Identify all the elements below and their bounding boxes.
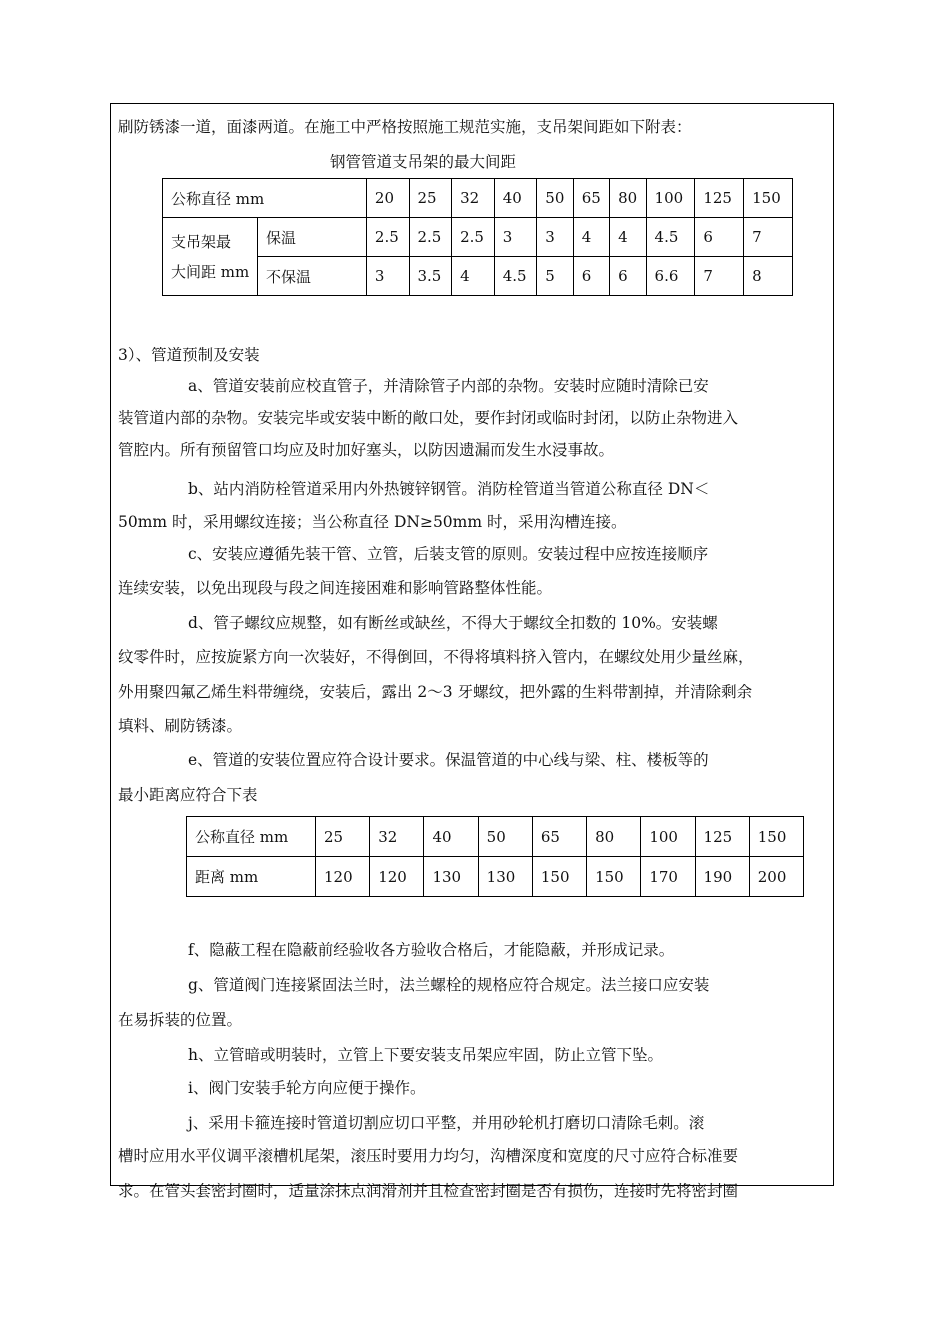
paragraph-b-line2: 50mm 时，采用螺纹连接；当公称直径 DN≥50mm 时，采用沟槽连接。 (118, 513, 627, 531)
min-distance-table (186, 816, 804, 897)
table-cell: 40 (424, 817, 478, 857)
paragraph-d-line1: d、管子螺纹应规整，如有断丝或缺丝，不得大于螺纹全扣数的 10%。安装螺 (188, 614, 718, 632)
table-cell: 100 (646, 179, 695, 218)
table-cell: 130 (424, 857, 478, 897)
group-label-line1: 支吊架最 (171, 232, 232, 251)
table-cell: 190 (695, 857, 749, 897)
table-cell: 40 (494, 179, 537, 218)
paragraph-d-line4: 填料、刷防锈漆。 (118, 717, 243, 735)
table-cell: 2.5 (452, 218, 495, 257)
table-row (187, 817, 804, 857)
paragraph-j-line3: 求。在管头套密封圈时，适量涂抹点润滑剂并且检查密封圈是否有损伤，连接时先将密封圈 (118, 1182, 739, 1200)
table-cell: 125 (695, 817, 749, 857)
paragraph-g-line1: g、管道阀门连接紧固法兰时，法兰螺栓的规格应符合规定。法兰接口应安装 (188, 976, 710, 994)
table1-caption: 钢管管道支吊架的最大间距 (330, 153, 517, 171)
table-cell: 6 (695, 218, 744, 257)
table-cell: 50 (478, 817, 532, 857)
table-cell: 4 (610, 218, 646, 257)
table-cell: 120 (316, 857, 370, 897)
table-cell: 65 (573, 179, 609, 218)
table-cell: 200 (749, 857, 803, 897)
paragraph-a-line2: 装管道内部的杂物。安装完毕或安装中断的敞口处，要作封闭或临时封闭，以防止杂物进入 (118, 409, 739, 427)
table-cell: 3 (366, 257, 409, 296)
table-row (163, 257, 793, 296)
paragraph-c-line2: 连续安装，以免出现段与段之间连接困难和影响管路整体性能。 (118, 579, 553, 597)
table-cell: 2.5 (409, 218, 452, 257)
table-cell: 6 (610, 257, 646, 296)
paragraph-f-line1: f、隐蔽工程在隐蔽前经验收各方验收合格后，才能隐蔽，并形成记录。 (188, 941, 675, 959)
table-cell: 80 (587, 817, 641, 857)
table-cell: 50 (537, 179, 573, 218)
table-cell: 65 (532, 817, 586, 857)
paragraph-e-line1: e、管道的安装位置应符合设计要求。保温管道的中心线与梁、柱、楼板等的 (188, 751, 709, 769)
paragraph-a-line3: 管腔内。所有预留管口均应及时加好塞头，以防因遗漏而发生水浸事故。 (118, 441, 615, 459)
table-cell: 3.5 (409, 257, 452, 296)
table-cell: 5 (537, 257, 573, 296)
group-label-line2: 大间距 mm (171, 262, 250, 281)
table-cell: 8 (744, 257, 793, 296)
paragraph-a-line1: a、管道安装前应校直管子，并清除管子内部的杂物。安装时应随时清除已安 (188, 377, 709, 395)
table-cell: 7 (744, 218, 793, 257)
table-cell: 170 (641, 857, 695, 897)
support-spacing-table (162, 178, 793, 296)
table-row-label: 保温 (258, 218, 367, 257)
table-cell: 25 (316, 817, 370, 857)
paragraph-d-line2: 纹零件时，应按旋紧方向一次装好，不得倒回，不得将填料挤入管内，在螺纹处用少量丝麻， (118, 648, 754, 666)
table-cell: 20 (366, 179, 409, 218)
table-header-cell: 公称直径 mm (163, 179, 367, 218)
table-cell: 4 (573, 218, 609, 257)
table-cell: 2.5 (366, 218, 409, 257)
table-cell: 4.5 (646, 218, 695, 257)
table-cell: 7 (695, 257, 744, 296)
table-cell: 130 (478, 857, 532, 897)
table-cell: 150 (749, 817, 803, 857)
paragraph-b-line1: b、站内消防栓管道采用内外热镀锌钢管。消防栓管道当管道公称直径 DN＜ (188, 480, 710, 498)
paragraph-g-line2: 在易拆装的位置。 (118, 1011, 243, 1029)
table-cell: 6.6 (646, 257, 695, 296)
table-row-label: 不保温 (258, 257, 367, 296)
paragraph-d-line3: 外用聚四氟乙烯生料带缠绕，安装后，露出 2～3 牙螺纹，把外露的生料带割掉，并清除剩余 (118, 683, 753, 701)
paragraph-j-line2: 槽时应用水平仪调平滚槽机尾架，滚压时要用力均匀，沟槽深度和宽度的尺寸应符合标准要 (118, 1147, 739, 1165)
paragraph-e-line2: 最小距离应符合下表 (118, 786, 258, 804)
table-cell: 4.5 (494, 257, 537, 296)
section-heading: 3）、管道预制及安装 (118, 346, 260, 364)
table-cell: 120 (370, 857, 424, 897)
table-cell: 80 (610, 179, 646, 218)
table-cell: 3 (494, 218, 537, 257)
table-cell: 4 (452, 257, 495, 296)
paragraph-c-line1: c、安装应遵循先装干管、立管，后装支管的原则。安装过程中应按连接顺序 (188, 545, 709, 563)
table-cell: 6 (573, 257, 609, 296)
table-row (163, 218, 793, 257)
table-cell: 150 (532, 857, 586, 897)
table-cell: 100 (641, 817, 695, 857)
table-cell: 150 (587, 857, 641, 897)
table-header-cell: 公称直径 mm (187, 817, 316, 857)
table-row (163, 179, 793, 218)
table-cell: 32 (370, 817, 424, 857)
intro-text: 刷防锈漆一道，面漆两道。在施工中严格按照施工规范实施，支吊架间距如下附表： (118, 118, 692, 136)
table-cell: 25 (409, 179, 452, 218)
group-label-cell (163, 218, 258, 296)
paragraph-h-line1: h、立管暗或明装时，立管上下要安装支吊架应牢固，防止立管下坠。 (188, 1046, 663, 1064)
paragraph-j-line1: j、采用卡箍连接时管道切割应切口平整，并用砂轮机打磨切口清除毛刺。滚 (188, 1114, 705, 1132)
table-cell: 125 (695, 179, 744, 218)
table-row (187, 857, 804, 897)
table-cell: 32 (452, 179, 495, 218)
paragraph-i-line1: i、阀门安装手轮方向应便于操作。 (188, 1079, 426, 1097)
table-cell: 3 (537, 218, 573, 257)
table-cell: 150 (744, 179, 793, 218)
table-row-label: 距离 mm (187, 857, 316, 897)
